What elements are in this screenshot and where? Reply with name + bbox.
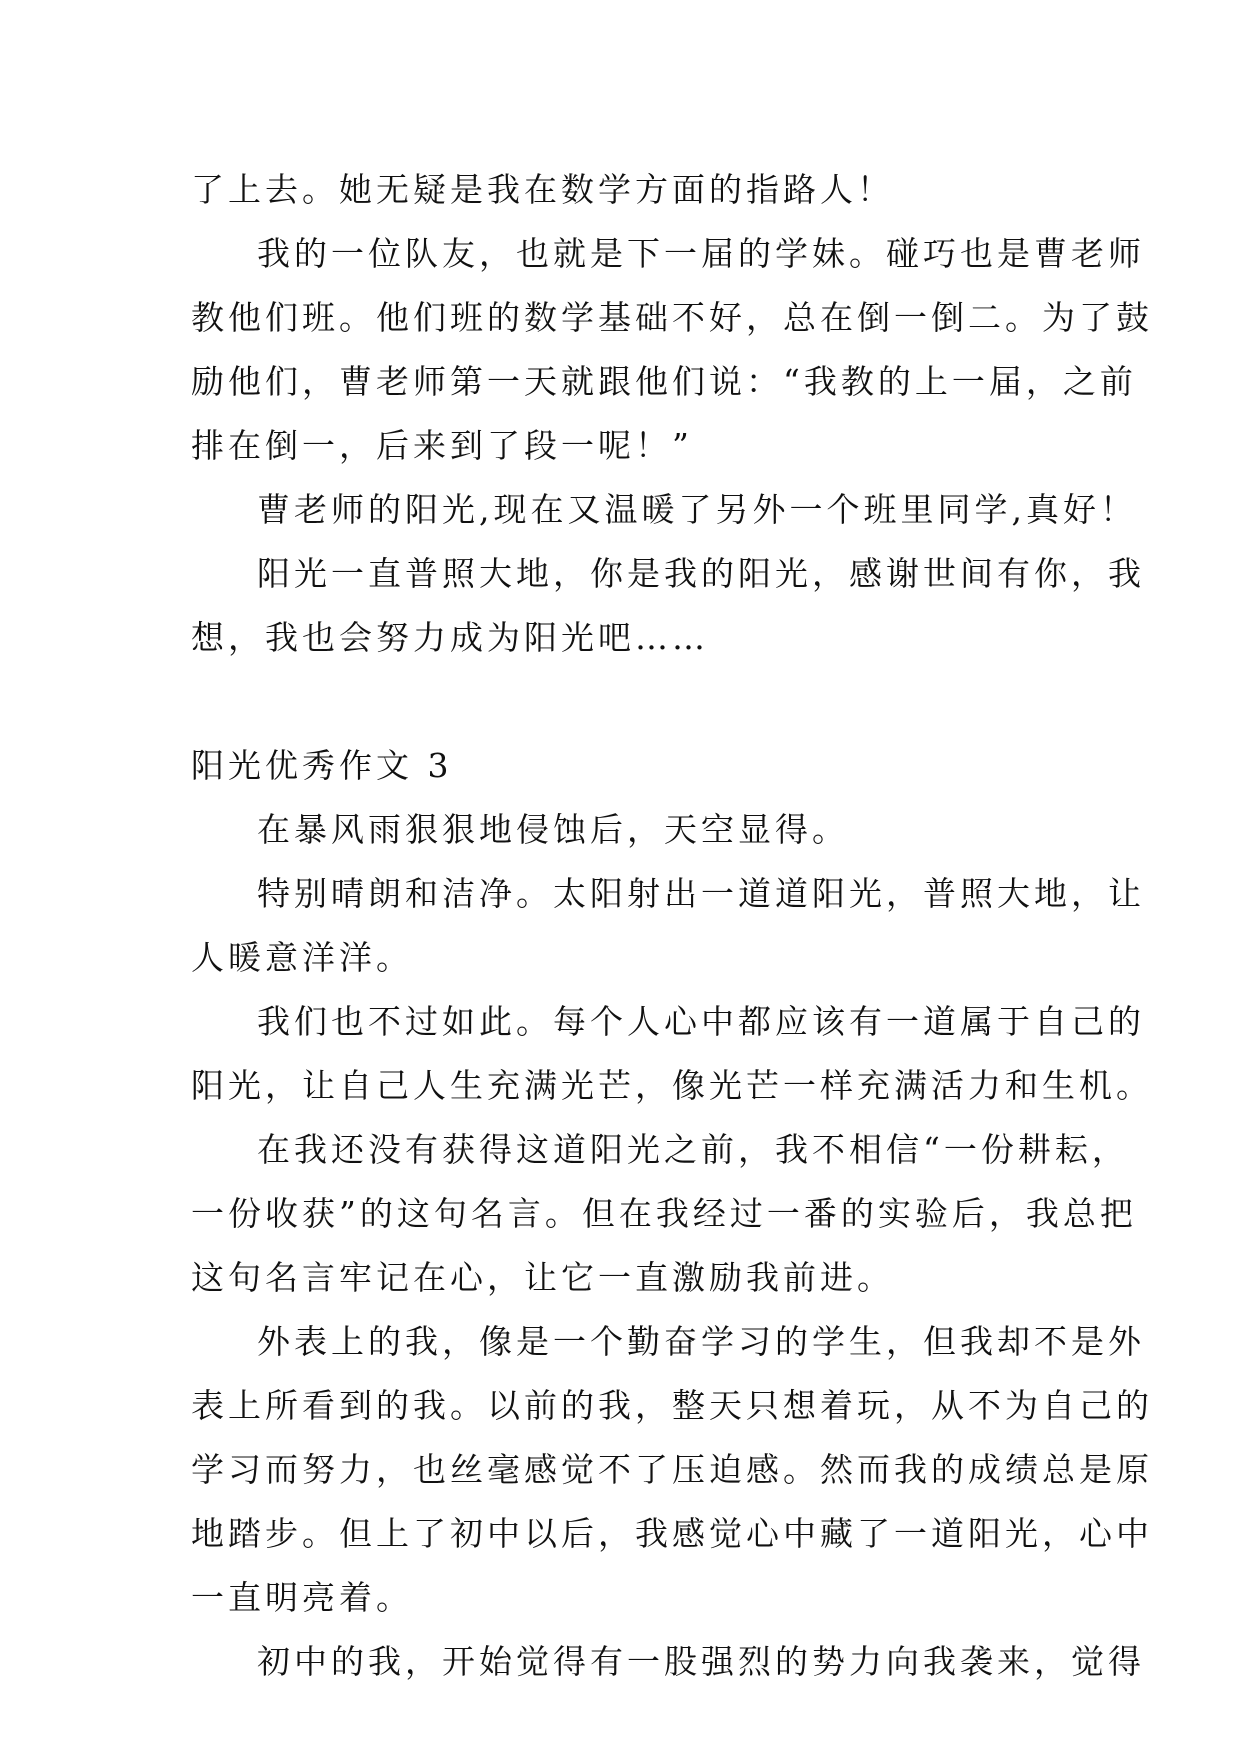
text-line: 地踏步。但上了初中以后，我感觉心中藏了一道阳光，心中 (191, 1514, 1153, 1553)
text-line: 在我还没有获得这道阳光之前，我不相信“一份耕耘， (257, 1130, 1129, 1169)
text-line: 这句名言牢记在心，让它一直激励我前进。 (191, 1258, 894, 1297)
paragraph-gap (191, 670, 1071, 734)
text-line: 我的一位队友，也就是下一届的学妹。碰巧也是曹老师 (257, 234, 1145, 273)
text-line: 外表上的我，像是一个勤奋学习的学生，但我却不是外 (257, 1322, 1145, 1361)
text-line: 排在倒一，后来到了段一呢！” (191, 426, 693, 465)
text-line: 特别晴朗和洁净。太阳射出一道道阳光，普照大地，让 (257, 874, 1145, 913)
text-line: 曹老师的阳光,现在又温暖了另外一个班里同学,真好！ (257, 490, 1137, 529)
text-line: 一份收获”的这句名言。但在我经过一番的实验后，我总把 (191, 1194, 1137, 1233)
text-line: 我们也不过如此。每个人心中都应该有一道属于自己的 (257, 1002, 1145, 1041)
text-line: 表上所看到的我。以前的我，整天只想着玩，从不为自己的 (191, 1386, 1153, 1425)
text-line: 人暖意洋洋。 (191, 938, 413, 977)
text-line: 初中的我，开始觉得有一股强烈的势力向我袭来，觉得 (257, 1642, 1145, 1681)
text-line: 教他们班。他们班的数学基础不好，总在倒一倒二。为了鼓 (191, 298, 1153, 337)
text-line: 了上去。她无疑是我在数学方面的指路人！ (191, 170, 894, 209)
text-line: 一直明亮着。 (191, 1578, 413, 1617)
document-body (191, 158, 1153, 1694)
text-line: 想，我也会努力成为阳光吧…… (191, 618, 709, 657)
text-line: 学习而努力，也丝毫感觉不了压迫感。然而我的成绩总是原 (191, 1450, 1153, 1489)
text-line: 在暴风雨狠狠地侵蚀后，天空显得。 (257, 810, 849, 849)
text-line: 阳光一直普照大地，你是我的阳光，感谢世间有你，我 (257, 554, 1145, 593)
text-line: 励他们，曹老师第一天就跟他们说：“我教的上一届，之前 (191, 362, 1137, 401)
section-heading: 阳光优秀作文 3 (191, 746, 453, 785)
text-line: 阳光，让自己人生充满光芒，像光芒一样充满活力和生机。 (191, 1066, 1153, 1105)
